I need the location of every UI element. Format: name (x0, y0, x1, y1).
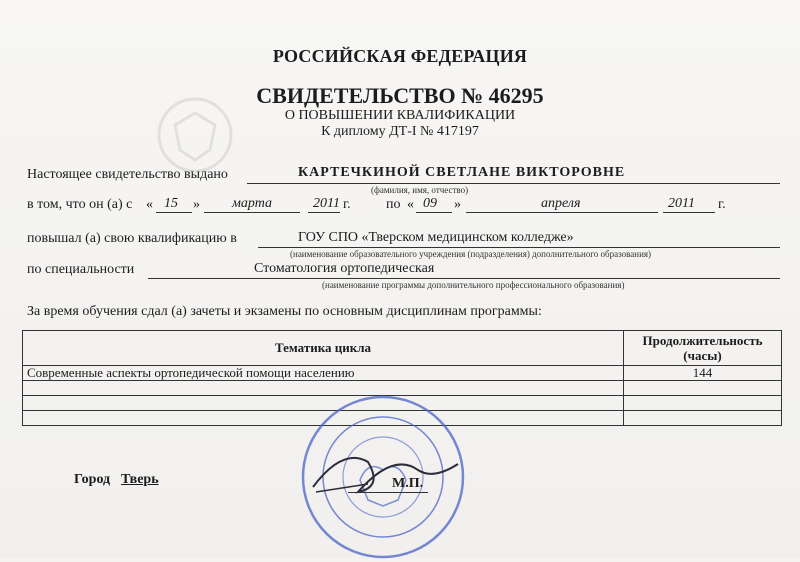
year-from-underline (308, 212, 340, 213)
specialty-label: по специальности (27, 262, 135, 277)
day-from: 15 (164, 196, 178, 211)
recipient-label: Настоящее свидетельство выдано (27, 167, 228, 182)
close-quote-to: » (454, 197, 461, 212)
month-from-underline (204, 212, 300, 213)
open-quote-to: « (407, 197, 414, 212)
institution-hint: (наименование образовательного учреждения (подразделения) дополнительного образования) (290, 249, 652, 259)
table-header-row (23, 331, 782, 366)
institution-name: ГОУ СПО «Тверском медицинском колледже» (298, 230, 574, 245)
row-hours: 144 (624, 366, 782, 381)
year-to-suffix: г. (718, 197, 726, 212)
year-to-underline (663, 212, 715, 213)
table-row (23, 366, 782, 381)
specialty-hint: (наименование программы дополнительного профессионального образования) (322, 280, 625, 290)
month-to-underline (466, 212, 658, 213)
period-to-label: по (386, 197, 401, 212)
open-quote-from: « (146, 197, 153, 212)
recipient-name: КАРТЕЧКИНОЙ СВЕТЛАНЕ ВИКТОРОВНЕ (298, 165, 626, 180)
close-quote-from: » (193, 197, 200, 212)
city-label: Город (74, 472, 111, 487)
institution-label: повышал (а) свою квалификацию в (27, 231, 237, 246)
recipient-underline (247, 183, 780, 184)
row-hours (624, 411, 782, 426)
country-heading: РОССИЙСКАЯ ФЕДЕРАЦИЯ (272, 46, 528, 66)
topic-column-header: Тематика цикла (23, 331, 624, 366)
year-to: 2011 (668, 196, 695, 211)
day-to-underline (416, 212, 452, 213)
day-to: 09 (423, 196, 437, 211)
certificate-subtitle: О ПОВЫШЕНИИ КВАЛИФИКАЦИИ (284, 108, 516, 123)
official-seal-icon (298, 392, 468, 562)
row-topic: Современные аспекты ортопедической помощи населению (23, 366, 624, 381)
hours-header-line2: (часы) (683, 348, 722, 363)
period-prefix: в том, что он (а) с (27, 197, 133, 212)
day-from-underline (156, 212, 192, 213)
month-from: марта (232, 196, 273, 211)
month-to: апреля (541, 196, 581, 211)
recipient-hint: (фамилия, имя, отчество) (371, 185, 469, 195)
specialty-underline (148, 278, 780, 279)
certificate-title: СВИДЕТЕЛЬСТВО № 46295 (256, 83, 544, 108)
institution-underline (258, 247, 780, 248)
city-name: Тверь (121, 472, 159, 487)
row-hours (624, 396, 782, 411)
year-from: 2011 (313, 196, 340, 211)
exams-intro: За время обучения сдал (а) зачеты и экзамены по основным дисциплинам программы: (27, 304, 542, 319)
diploma-reference: К диплому ДТ-I № 417197 (321, 124, 479, 139)
signature-underline (348, 492, 428, 493)
hours-column-header (624, 331, 782, 366)
stamp-label: М.П. (392, 476, 424, 491)
row-hours (624, 381, 782, 396)
hours-header-line1: Продолжительность (642, 333, 763, 348)
specialty-value: Стоматология ортопедическая (254, 261, 435, 276)
year-from-suffix: г. (343, 197, 351, 212)
